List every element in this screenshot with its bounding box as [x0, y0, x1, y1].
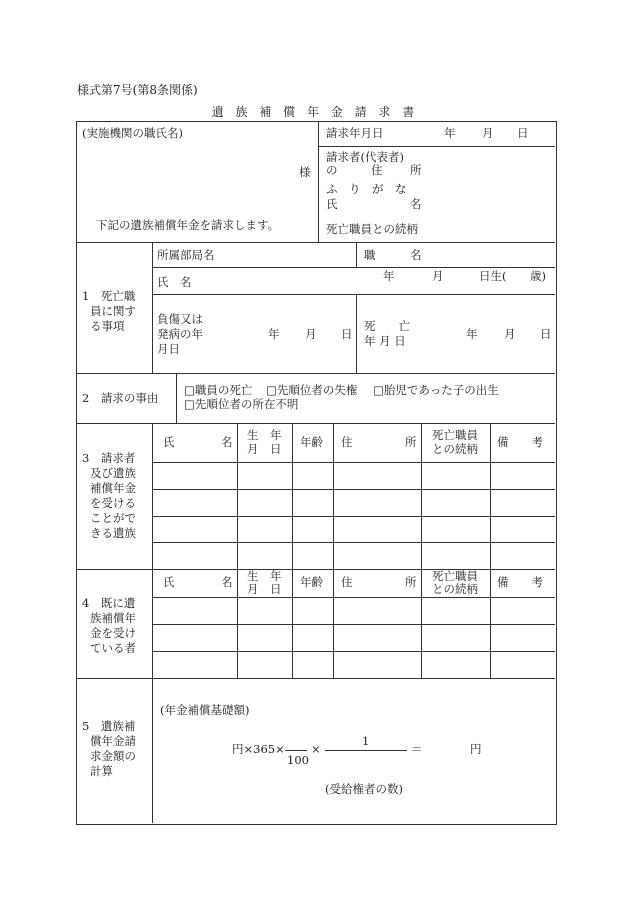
s4-col-age: 年齢 [300, 575, 323, 589]
s4-col-addr-ju: 住 [341, 575, 353, 589]
s4-col-4 [421, 569, 422, 678]
s3-col-name-shi: 氏 [163, 435, 175, 449]
checkbox-icon[interactable] [184, 397, 195, 411]
agency-label: (実施機関の職氏名) [82, 126, 183, 140]
s3-label-6: きる遺族 [90, 526, 136, 540]
claimant-address-prefix: の [326, 163, 338, 177]
s3-row-line-2 [152, 516, 555, 517]
address-ju: 住 [371, 163, 383, 177]
s3-col-age: 年齢 [300, 435, 323, 449]
s4-header-line [152, 597, 555, 598]
denominator-100: 100 [287, 753, 309, 767]
s4-label-4: ている者 [90, 641, 136, 655]
s3-col-1 [237, 423, 238, 569]
s4-label-3: 金を受け [90, 626, 136, 640]
s1-label-divider [152, 242, 153, 373]
reason-unknown-whereabouts[interactable]: □ 先順位者の所在不明 [184, 398, 298, 411]
death-year: 年 [466, 327, 478, 341]
s5-label-2: 償年金請 [90, 734, 136, 748]
s3-col-addr-sho: 所 [405, 435, 417, 449]
s3-label-1: 3 請求者 [82, 451, 136, 465]
formula-prefix: 円×365× [232, 742, 285, 756]
form-number: 様式第7号(第8条関係) [77, 83, 198, 97]
s2-label: 2 請求の事由 [82, 391, 159, 405]
s3-col-remarks: 備 考 [497, 435, 543, 449]
s4-col-name-mei: 名 [221, 575, 233, 589]
equals-sign: ＝ [411, 742, 423, 756]
deceased-name-label[interactable]: 氏 名 [157, 275, 192, 289]
s4-col-addr-sho: 所 [405, 575, 417, 589]
s5-label-1: 5 遺族補 [82, 719, 136, 733]
death-label-1: 死 亡 [364, 319, 410, 333]
checkbox-icon[interactable] [184, 383, 195, 397]
s4-label-2: 族補償年 [90, 611, 136, 625]
request-month: 月 [482, 126, 494, 140]
s4-col-1 [237, 569, 238, 678]
form-title: 遺 族 補 償 年 金 請 求 書 [211, 105, 419, 119]
injury-year: 年 [268, 327, 280, 341]
s2-divider [176, 373, 177, 423]
s3-bottom-line [76, 569, 555, 570]
s4-col-2 [292, 569, 293, 678]
s3-col-4 [421, 423, 422, 569]
claimant-label: 請求者(代表者) [326, 150, 404, 164]
s4-col-rel-2: との続柄 [432, 582, 478, 596]
s4-col-5 [490, 569, 491, 678]
s5-label-4: 計算 [90, 764, 113, 778]
fraction-bar-recipients [325, 750, 407, 751]
death-day: 日 [540, 327, 552, 341]
s4-col-3 [333, 569, 334, 678]
post-label[interactable]: 職 名 [364, 248, 422, 262]
s1-label-2: 員に関す [90, 304, 136, 318]
s3-col-birth-1: 生 年 [247, 428, 282, 442]
checkbox-icon[interactable] [373, 383, 384, 397]
s3-label-4: を受ける [90, 496, 136, 510]
s3-col-rel-1: 死亡職員 [432, 428, 478, 442]
injury-label-2: 発病の年 [157, 327, 203, 341]
request-date-label[interactable]: 請求年月日 [326, 126, 384, 140]
s4-col-remarks: 備 考 [497, 575, 543, 589]
s1-bottom-line [76, 373, 555, 374]
s4-col-name-shi: 氏 [163, 575, 175, 589]
s1-label-1: 1 死亡職 [82, 289, 136, 303]
s3-col-name-mei: 名 [221, 435, 233, 449]
s4-col-birth-1: 生 年 [247, 569, 282, 583]
header-date-line [318, 146, 555, 147]
s4-col-birth-2: 月 日 [247, 582, 282, 596]
s1-death-divider [356, 294, 357, 373]
s3-header-line [152, 462, 555, 463]
s1-line-2 [152, 294, 555, 295]
request-year: 年 [444, 126, 456, 140]
address-sho[interactable]: 所 [410, 163, 422, 177]
injury-month: 月 [305, 327, 317, 341]
header-bottom-line [76, 242, 555, 243]
injury-label-1: 負傷又は [157, 312, 203, 326]
checkbox-icon[interactable] [266, 383, 277, 397]
recipients-label[interactable]: (受給権者の数) [325, 782, 403, 796]
death-month: 月 [504, 327, 516, 341]
result-yen: 円 [470, 742, 482, 756]
numerator-1: 1 [362, 734, 370, 748]
name-shi: 氏 [326, 197, 338, 211]
s3-col-birth-2: 月 日 [247, 442, 282, 456]
sama-label: 様 [299, 165, 311, 179]
s3-label-divider [152, 423, 153, 569]
injury-label-3: 月日 [157, 342, 180, 356]
reason-fetus-birth[interactable]: □ 胎児であった子の出生 [373, 384, 499, 397]
s1-line-1 [152, 267, 555, 268]
request-day: 日 [517, 126, 529, 140]
s3-col-2 [292, 423, 293, 569]
birth-year: 年 [383, 269, 395, 283]
request-text: 下記の遺族補償年金を請求します。 [96, 218, 280, 232]
name-mei[interactable]: 名 [410, 197, 422, 211]
s3-row-line-1 [152, 489, 555, 490]
s3-col-3 [333, 423, 334, 569]
s2-bottom-line [76, 423, 555, 424]
s1-post-divider [356, 242, 357, 267]
times-sign: × [311, 742, 321, 756]
injury-day: 日 [341, 327, 353, 341]
base-amount-label[interactable]: (年金補償基礎額) [160, 703, 250, 717]
s3-col-addr-ju: 住 [341, 435, 353, 449]
header-divider [318, 121, 319, 242]
s3-row-line-3 [152, 542, 555, 543]
s5-label-divider [152, 678, 153, 823]
s3-col-5 [490, 423, 491, 569]
fraction-bar-100 [285, 750, 307, 751]
s4-row-line-1 [152, 624, 555, 625]
s3-label-3: 補償年金 [90, 481, 136, 495]
s4-row-line-2 [152, 651, 555, 652]
s4-label-1: 4 既に遺 [82, 596, 136, 610]
birth-day: 日生( [479, 269, 507, 283]
relation-label[interactable]: 死亡職員との続柄 [326, 222, 418, 236]
s1-label-3: る事項 [90, 319, 125, 333]
birth-month: 月 [432, 269, 444, 283]
birth-age: 歳) [530, 269, 546, 283]
reason-death[interactable]: □ 職員の死亡 [184, 384, 252, 397]
death-label-2: 年 月 日 [364, 334, 406, 348]
s3-label-2: 及び遺族 [90, 466, 136, 480]
s4-bottom-line [76, 678, 555, 679]
s4-col-rel-1: 死亡職員 [432, 569, 478, 583]
s3-col-rel-2: との続柄 [432, 442, 478, 456]
s3-label-5: ことがで [90, 511, 136, 525]
dept-label[interactable]: 所属部局名 [157, 248, 215, 262]
reason-forfeit[interactable]: □ 先順位者の失権 [266, 384, 357, 397]
furigana-label: ふ り が な [326, 182, 407, 196]
s5-label-3: 求金額の [90, 749, 136, 763]
